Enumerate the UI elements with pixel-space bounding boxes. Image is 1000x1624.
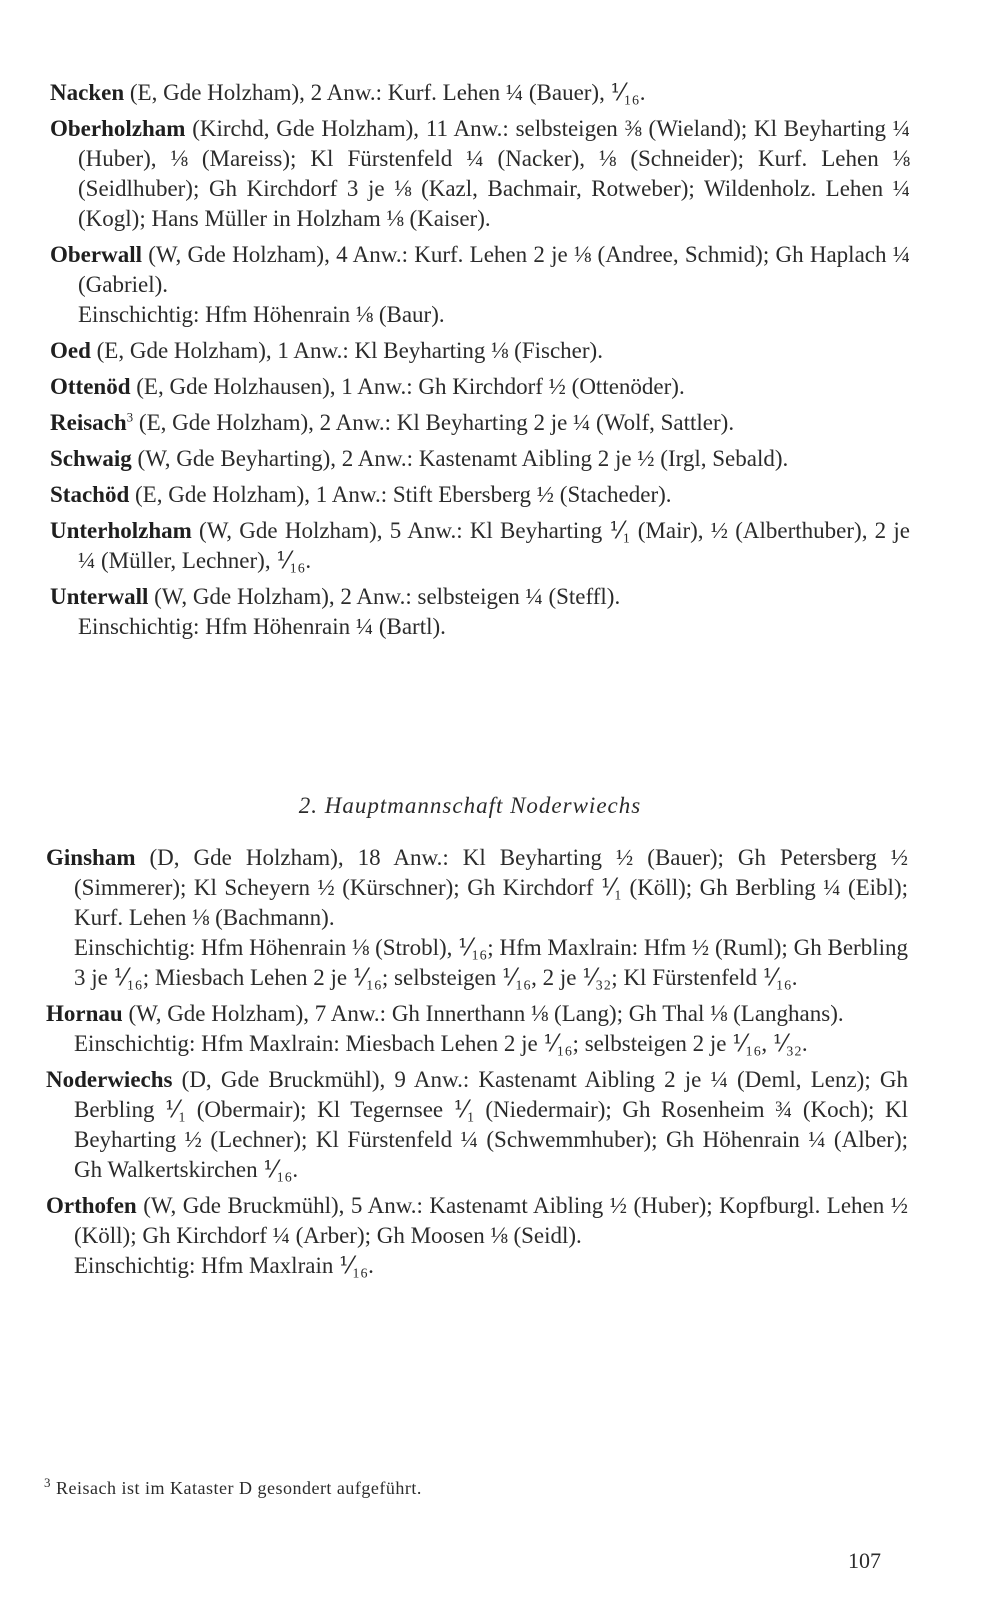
- place-entry: [46, 1191, 908, 1281]
- place-entry: [50, 240, 910, 330]
- place-name: Hornau: [46, 1001, 123, 1026]
- entry-note: Einschichtig: Hfm Maxlrain ⅟₁₆.: [74, 1253, 374, 1278]
- entry-text: (D, Gde Holzham), 18 Anw.: Kl Beyharting ½ (Bauer); Gh Petersberg ½ (Simmerer); Kl Scheyern ½ (Kürschner); Gh Kirchdorf ⅟₁ (Köll); Gh Berbling ¼ (Eibl); Kurf. Lehen ⅛ (Bachmann).: [74, 845, 908, 930]
- place-name: Stachöd: [50, 482, 130, 507]
- place-name: Oed: [50, 338, 91, 363]
- entry-text: (E, Gde Holzhausen), 1 Anw.: Gh Kirchdorf ½ (Ottenöder).: [130, 374, 685, 399]
- entry-text: (E, Gde Holzham), 2 Anw.: Kl Beyharting 2 je ¼ (Wolf, Sattler).: [133, 410, 735, 435]
- entry-note: Einschichtig: Hfm Maxlrain: Miesbach Lehen 2 je ⅟₁₆; selbsteigen 2 je ⅟₁₆, ⅟₃₂.: [74, 1031, 808, 1056]
- entry-note: Einschichtig: Hfm Höhenrain ⅛ (Baur).: [78, 302, 445, 327]
- entry-text: (Kirchd, Gde Holzham), 11 Anw.: selbsteigen ⅜ (Wieland); Kl Beyharting ¼ (Huber), ⅛ (Mareiss); Kl Fürstenfeld ¼ (Nacker), ⅛ (Schneider); Kurf. Lehen ⅛ (Seidlhuber); Gh Kirchdorf 3 je ⅛ (Kazl, Bachmair, Rotweber); Wildenholz. Lehen ¼ (Kogl); Hans Müller in Holzham ⅛ (Kaiser).: [78, 116, 910, 231]
- place-name: Noderwiechs: [46, 1067, 173, 1092]
- section-2-entries: [46, 843, 908, 1287]
- entry-text: (W, Gde Holzham), 7 Anw.: Gh Innerthann ⅛ (Lang); Gh Thal ⅛ (Langhans).: [122, 1001, 844, 1026]
- entry-text: (W, Gde Holzham), 2 Anw.: selbsteigen ¼ (Steffl).: [148, 584, 621, 609]
- entry-text: (W, Gde Holzham), 4 Anw.: Kurf. Lehen 2 je ⅛ (Andree, Schmid); Gh Haplach ¼ (Gabriel).: [78, 242, 910, 297]
- place-name: Schwaig: [50, 446, 132, 471]
- place-entry: [50, 444, 910, 474]
- place-entry: [50, 336, 910, 366]
- place-entry: [50, 408, 910, 438]
- place-name: Oberwall: [50, 242, 142, 267]
- place-name: Ginsham: [46, 845, 136, 870]
- section-heading: 2. Hauptmannschaft Noderwiechs: [298, 793, 642, 818]
- footnote-ref: 3: [126, 409, 134, 425]
- place-name: Oberholzham: [50, 116, 186, 141]
- place-name: Nacken: [50, 80, 125, 105]
- place-entry: [50, 582, 910, 642]
- place-entry: [46, 999, 908, 1059]
- entry-text: (E, Gde Holzham), 1 Anw.: Stift Ebersberg ½ (Stacheder).: [129, 482, 672, 507]
- place-entry: [46, 843, 908, 993]
- page-number: 107: [848, 1548, 881, 1573]
- entry-text: (W, Gde Beyharting), 2 Anw.: Kastenamt Aibling 2 je ½ (Irgl, Sebald).: [131, 446, 789, 471]
- place-entry: [50, 114, 910, 234]
- entry-text: (E, Gde Holzham), 2 Anw.: Kurf. Lehen ¼ (Bauer), ⅟₁₆.: [124, 80, 646, 105]
- place-name: Unterholzham: [50, 518, 192, 543]
- place-entry: [50, 516, 910, 576]
- entry-note: Einschichtig: Hfm Höhenrain ⅛ (Strobl), ⅟₁₆; Hfm Maxlrain: Hfm ½ (Ruml); Gh Berbling 3 je ⅟₁₆; Miesbach Lehen 2 je ⅟₁₆; selbsteigen ⅟₁₆, 2 je ⅟₃₂; Kl Fürstenfeld ⅟₁₆.: [74, 935, 908, 990]
- place-entry: [50, 372, 910, 402]
- place-entry: [50, 480, 910, 510]
- place-entry: [46, 1065, 908, 1185]
- place-name: Orthofen: [46, 1193, 137, 1218]
- entry-text: (W, Gde Bruckmühl), 5 Anw.: Kastenamt Aibling ½ (Huber); Kopfburgl. Lehen ½ (Köll); Gh Kirchdorf ¼ (Arber); Gh Moosen ⅛ (Seidl).: [74, 1193, 908, 1248]
- footnote: [44, 1475, 422, 1499]
- place-entry: [50, 78, 910, 108]
- entry-text: (E, Gde Holzham), 1 Anw.: Kl Beyharting ⅛ (Fischer).: [90, 338, 603, 363]
- place-name: Ottenöd: [50, 374, 131, 399]
- section-1-entries: [50, 78, 910, 648]
- place-name: Unterwall: [50, 584, 149, 609]
- footnote-mark: 3: [44, 1475, 51, 1490]
- entry-text: (D, Gde Bruckmühl), 9 Anw.: Kastenamt Aibling 2 je ¼ (Deml, Lenz); Gh Berbling ⅟₁ (Obermair); Kl Tegernsee ⅟₁ (Niedermair); Gh Rosenheim ¾ (Koch); Kl Beyharting ½ (Lechner); Kl Fürstenfeld ¼ (Schwemmhuber); Gh Höhenrain ¼ (Alber); Gh Walkertskirchen ⅟₁₆.: [74, 1067, 908, 1182]
- place-name: Reisach: [50, 410, 127, 435]
- entry-note: Einschichtig: Hfm Höhenrain ¼ (Bartl).: [78, 614, 446, 639]
- footnote-text: Reisach ist im Kataster D gesondert aufgeführt.: [51, 1478, 422, 1498]
- entry-text: (W, Gde Holzham), 5 Anw.: Kl Beyharting ⅟₁ (Mair), ½ (Alberthuber), 2 je ¼ (Müller, Lechner), ⅟₁₆.: [78, 518, 910, 573]
